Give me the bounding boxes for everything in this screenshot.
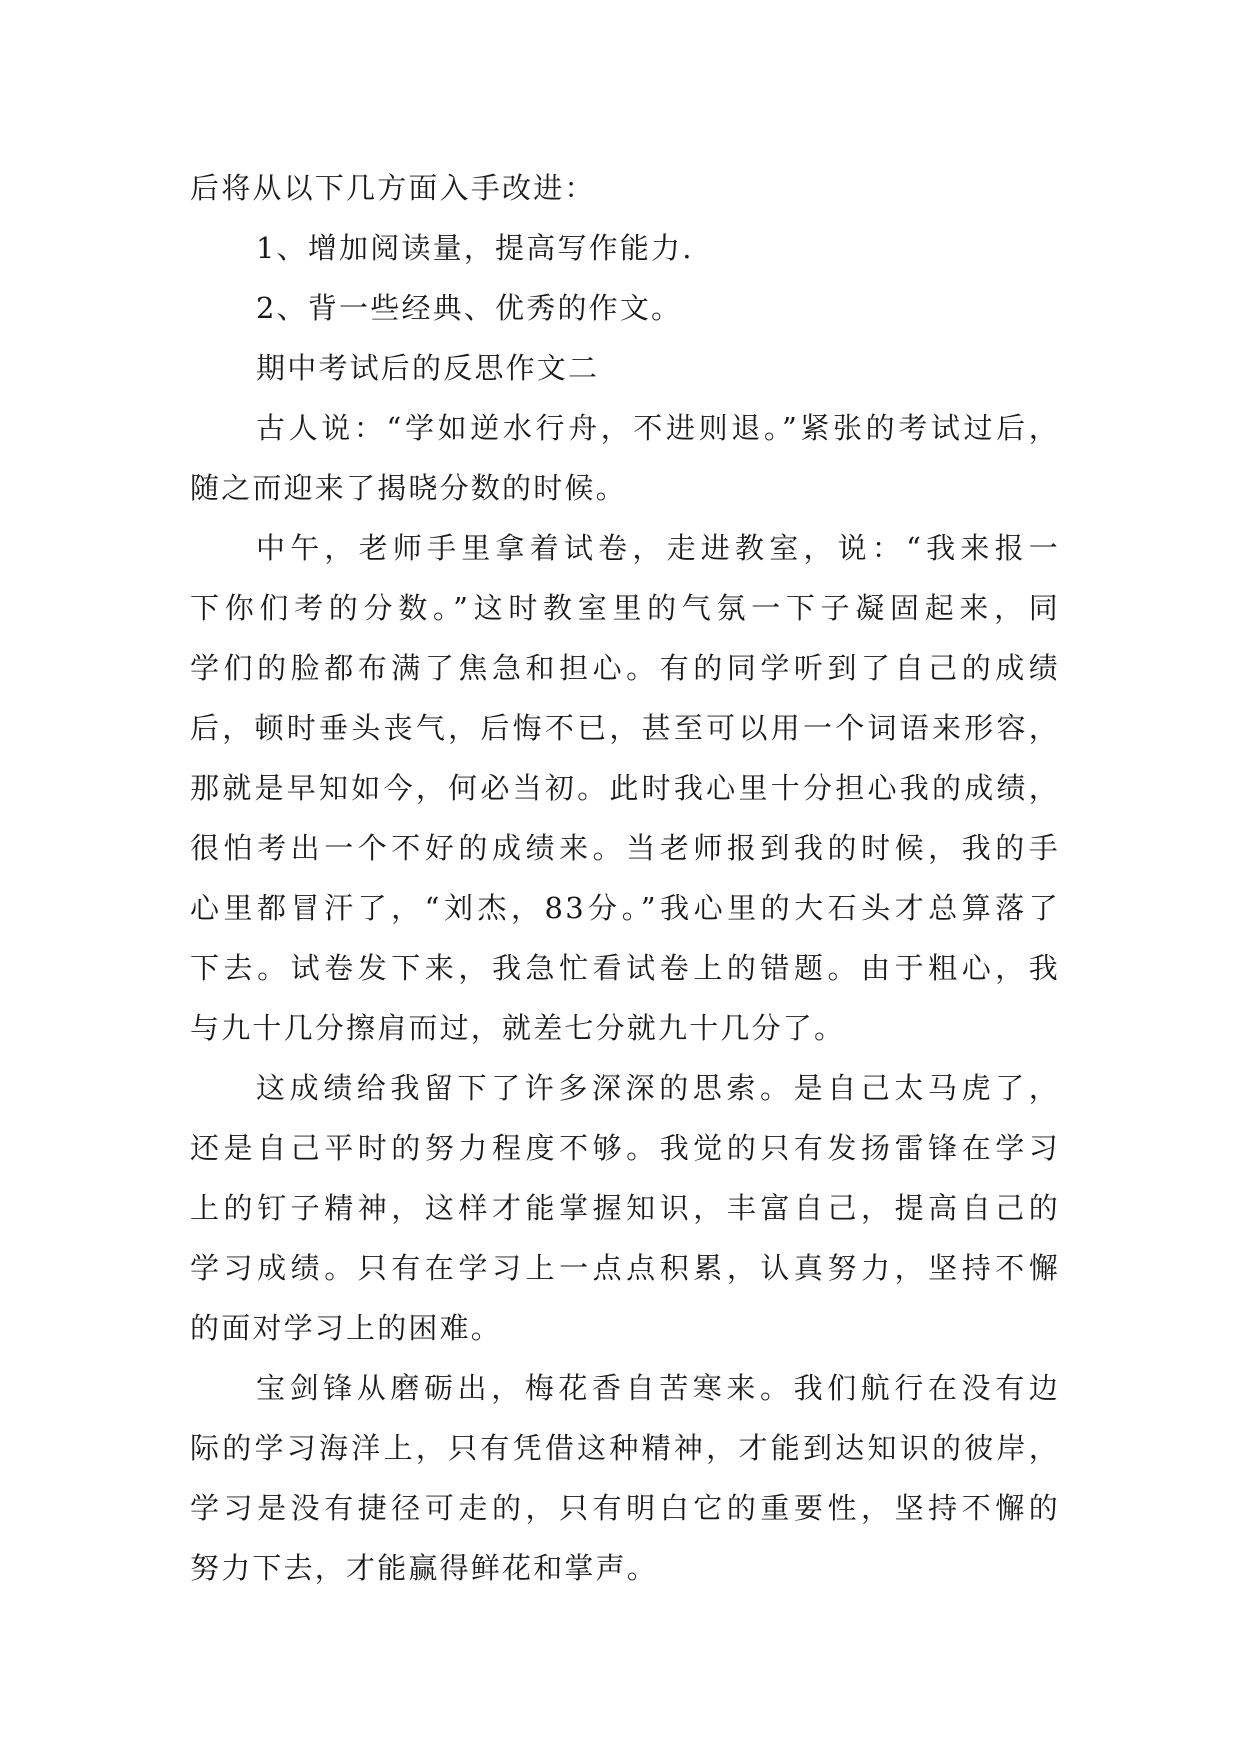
text-line: 际的学习海洋上，只有凭借这种精神，才能到达知识的彼岸， <box>190 1431 1060 1465</box>
list-item: 2、背一些经典、优秀的作文。 <box>256 291 683 325</box>
text-line: 学们的脸都布满了焦急和担心。有的同学听到了自己的成绩 <box>190 651 1060 685</box>
text-line: 下去。试卷发下来，我急忙看试卷上的错题。由于粗心，我 <box>190 951 1060 985</box>
text-line: 随之而迎来了揭晓分数的时候。 <box>190 471 627 505</box>
text-line: 学习是没有捷径可走的，只有明白它的重要性，坚持不懈的 <box>190 1491 1060 1525</box>
text-line: 古人说：“学如逆水行舟，不进则退。”紧张的考试过后， <box>256 411 1060 445</box>
text-line: 很怕考出一个不好的成绩来。当老师报到我的时候，我的手 <box>190 831 1060 865</box>
text-line: 后，顿时垂头丧气，后悔不已，甚至可以用一个词语来形容， <box>190 711 1060 745</box>
section-title: 期中考试后的反思作文二 <box>256 351 600 385</box>
text-line: 心里都冒汗了，“刘杰，83分。”我心里的大石头才总算落了 <box>190 891 1060 925</box>
text-line: 那就是早知如今，何必当初。此时我心里十分担心我的成绩， <box>190 771 1060 805</box>
text-line: 的面对学习上的困难。 <box>190 1311 503 1345</box>
text-line: 这成绩给我留下了许多深深的思索。是自己太马虎了， <box>256 1071 1060 1105</box>
text-line: 学习成绩。只有在学习上一点点积累，认真努力，坚持不懈 <box>190 1251 1060 1285</box>
text-line: 还是自己平时的努力程度不够。我觉的只有发扬雷锋在学习 <box>190 1131 1060 1165</box>
list-item: 1、增加阅读量，提高写作能力. <box>256 231 694 265</box>
text-line: 努力下去，才能赢得鲜花和掌声。 <box>190 1551 659 1585</box>
text-line: 与九十几分擦肩而过，就差七分就九十几分了。 <box>190 1011 846 1045</box>
text-line: 宝剑锋从磨砺出，梅花香自苦寒来。我们航行在没有边 <box>256 1371 1060 1405</box>
text-line: 上的钉子精神，这样才能掌握知识，丰富自己，提高自己的 <box>190 1191 1060 1225</box>
text-line: 后将从以下几方面入手改进： <box>190 171 596 205</box>
document-page <box>190 158 1060 1598</box>
text-line: 中午，老师手里拿着试卷，走进教室，说：“我来报一 <box>256 531 1060 565</box>
text-line: 下你们考的分数。”这时教室里的气氛一下子凝固起来，同 <box>190 591 1060 625</box>
